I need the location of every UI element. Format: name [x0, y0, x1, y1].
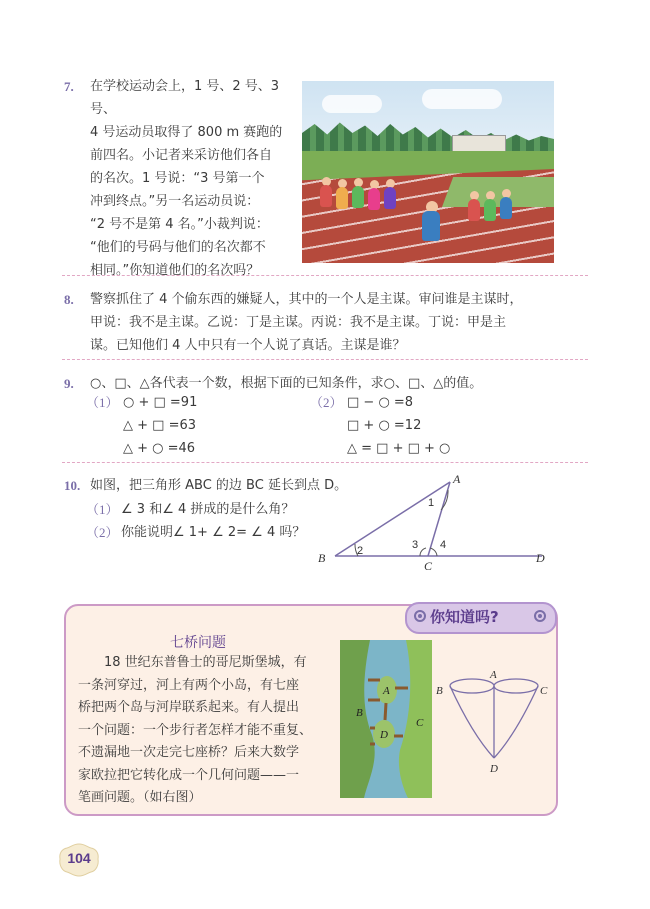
runner — [320, 185, 332, 207]
box-line: 一个问题：一个步行者怎样才能不重复、 — [78, 722, 313, 738]
equation: □ − ○ =8 — [347, 395, 414, 410]
q9-intro: ○、□、△各代表一个数，根据下面的已知条件，求○、□、△的值。 — [90, 376, 483, 391]
child — [468, 199, 480, 221]
lead-runner — [422, 211, 440, 241]
map-label-c: C — [416, 717, 424, 729]
angle-2-label: 2 — [357, 545, 364, 557]
q10-intro: 如图，把三角形 ABC 的边 BC 延长到点 D。 — [90, 478, 348, 493]
seven-bridges-map — [340, 640, 432, 798]
runner — [352, 186, 364, 208]
angle-3-label: 3 — [412, 539, 419, 551]
euler-graph — [432, 664, 552, 776]
q7-line: “他们的号码与他们的名次都不 — [90, 240, 266, 255]
q8-line: 警察抓住了 4 个偷东西的嫌疑人，其中的一个人是主谋。审问谁是主谋时， — [90, 292, 523, 307]
box-line: 桥把两个岛与河岸联系起来。有人提出 — [78, 700, 300, 715]
race-illustration — [302, 81, 554, 263]
flower-icon — [533, 609, 547, 623]
q10-sub2-label: （2） — [86, 525, 119, 540]
separator — [62, 462, 588, 463]
q7-line: 在学校运动会上，1 号、2 号、3 号、 — [90, 79, 280, 117]
label-a: A — [453, 472, 461, 486]
q7-line: 前四名。小记者来采访他们各自 — [90, 148, 273, 163]
angle-3-arc — [420, 548, 426, 556]
edge-ac-loop — [494, 679, 538, 693]
q10-sub1: ∠ 3 和∠ 4 拼成的是什么角？ — [121, 502, 295, 517]
q10-sub2: 你能说明∠ 1+ ∠ 2= ∠ 4 吗？ — [121, 525, 306, 540]
q8-line: 甲说：我不是主谋。乙说：丁是主谋。丙说：我不是主谋。丁说：甲是主 — [90, 315, 507, 330]
side-ab — [335, 482, 450, 556]
triangle-figure — [310, 468, 560, 578]
runner — [384, 187, 396, 209]
separator — [62, 275, 588, 276]
runner — [368, 188, 380, 210]
q9-part1-label: （1） — [86, 395, 119, 410]
side-ac — [428, 482, 450, 556]
cloud — [322, 95, 382, 113]
page-number: 104 — [67, 850, 91, 866]
graph-label-d: D — [490, 763, 498, 775]
q7-line: 相同。”你知道他们的名次吗？ — [90, 263, 260, 278]
q10-sub1-label: （1） — [86, 502, 119, 517]
q7-text — [90, 75, 300, 282]
q8-line: 谋。已知他们 4 人中只有一个人说了真话。主谋是谁？ — [90, 338, 406, 353]
equation: △ + ○ =46 — [123, 441, 196, 456]
edge-ab-loop — [450, 679, 494, 693]
equation: ○ + □ =91 — [123, 395, 198, 410]
q7-line: “2 号不是第 4 名。”小裁判说： — [90, 217, 269, 232]
map-label-b: B — [356, 707, 363, 719]
cloud — [422, 89, 502, 109]
graph-label-b: B — [436, 685, 443, 697]
q9-part2-label: （2） — [310, 395, 343, 410]
box-line: 不遗漏地一次走完七座桥？后来大数学 — [78, 745, 300, 760]
graph-label-a: A — [490, 669, 497, 681]
edge-cd — [494, 686, 538, 758]
infield — [442, 177, 554, 207]
box-line: 一条河穿过，河上有两个小岛，有七座 — [78, 677, 300, 693]
separator — [62, 359, 588, 360]
q8-text — [90, 288, 560, 357]
map-label-a: A — [383, 685, 390, 697]
q9-part1 — [123, 391, 283, 460]
map-label-d: D — [380, 729, 388, 741]
q7-line: 冲到终点。”另一名运动员说： — [90, 194, 260, 209]
equation: △ + □ =63 — [123, 418, 197, 433]
equation: △ = □ + □ + ○ — [347, 441, 451, 456]
edge-bd — [450, 686, 494, 758]
flower-icon — [413, 609, 427, 623]
equation: □ + ○ =12 — [347, 418, 422, 433]
graph-label-c: C — [540, 685, 548, 697]
q10-number: 10. — [64, 478, 81, 493]
box-line: 笔画问题。（如右图） — [78, 790, 202, 805]
child — [484, 199, 496, 221]
q8-number: 8. — [64, 292, 74, 307]
q7-line: 的名次。1 号说：“3 号第一个 — [90, 171, 265, 186]
box-heading: 七桥问题 — [170, 635, 226, 651]
bridge — [385, 703, 386, 720]
box-line: 家欧拉把它转化成一个几何问题——一 — [78, 767, 300, 783]
q9-number: 9. — [64, 376, 74, 391]
q7-line: 4 号运动员取得了 800 m 赛跑的 — [90, 125, 283, 140]
did-you-know-title: 你知道吗? — [430, 608, 499, 626]
angle-4-arc — [430, 548, 437, 556]
angle-1-label: 1 — [428, 497, 435, 509]
box-text — [78, 652, 340, 810]
label-d: D — [536, 551, 545, 565]
child — [500, 197, 512, 219]
label-b: B — [318, 551, 326, 565]
label-c: C — [424, 559, 433, 573]
box-line: 18 世纪东普鲁士的哥尼斯堡城，有 — [104, 655, 307, 670]
runner — [336, 187, 348, 209]
angle-4-label: 4 — [440, 539, 447, 551]
q9-part2 — [347, 391, 507, 460]
q7-number: 7. — [64, 79, 74, 94]
